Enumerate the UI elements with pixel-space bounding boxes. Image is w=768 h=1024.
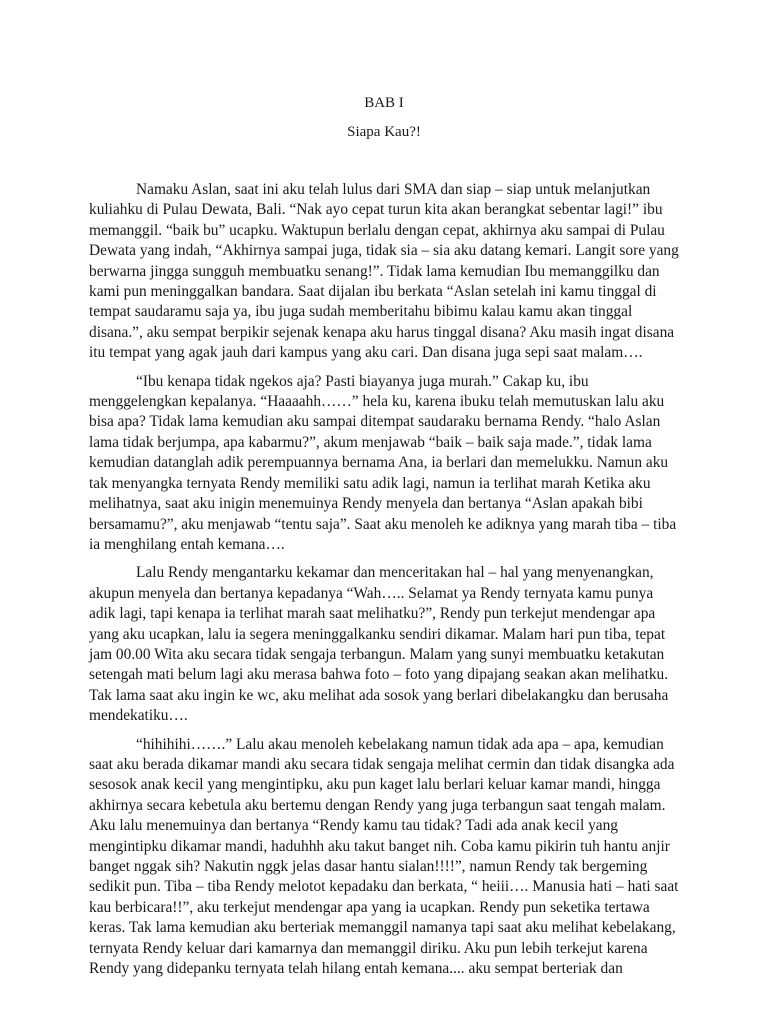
chapter-title: Siapa Kau?! bbox=[347, 124, 421, 140]
paragraph: “Ibu kenapa tidak ngekos aja? Pasti biayanya juga murah.” Cakap ku, ibu menggelengkan kepalanya. “Haaaahh……” hela ku, karena ibuku telah memutuskan lalu aku bisa apa? Tidak lama kemudian aku sampai ditempat saudaraku bernama Rendy. “halo Aslan lama tidak berjumpa, apa kabarmu?”, akum menjawab “baik – baik saja made.”, tidak lama kemudian datanglah adik perempuannya bernama Ana, ia berlari dan memelukku. Namun aku tak menyangka ternyata Rendy memiliki satu adik lagi, namun ia terlihat marah Ketika aku melihatnya, saat aku inigin menemuinya Rendy menyela dan bertanya “Aslan apakah bibi bersamamu?”, aku menjawab “tentu saja”. Saat aku menoleh ke adiknya yang marah tiba – tiba ia menghilang entah kemana…. bbox=[89, 372, 677, 553]
chapter-heading: BAB I bbox=[364, 95, 404, 111]
paragraph: “hihihihi…….” Lalu akau menoleh kebelakang namun tidak ada apa – apa, kemudian saat aku berada dikamar mandi aku secara tidak sengaja melihat cermin dan tidak disangka ada sesosok anak kecil yang mengintipku, aku pun kaget lalu berlari keluar kamar mandi, hingga akhirnya secara kebetula aku bertemu dengan Rendy yang juga terbangun saat tengah malam. Aku lalu menemuinya dan bertanya “Rendy kamu tau tidak? Tadi ada anak kecil yang mengintipku dikamar mandi, haduhhh aku takut banget nih. Coba kamu pikirin tuh hantu anjir banget nggak sih? Nakutin nggk jelas dasar hantu sialan!!!!”, namun Rendy tak bergeming sedikit pun. Tiba – tiba Rendy melotot kepadaku dan berkata, “ heiii…. Manusia hati – hati saat kau berbicara!!”, aku terkejut mendengar apa yang ia ucapkan. Rendy pun seketika tertawa keras. Tak lama kemudian aku berteriak memanggil namanya tapi saat aku melihat kebelakang, ternyata Rendy keluar dari kamarnya dan memanggil diriku. Aku pun lebih terkejut karena Rendy yang didepanku ternyata telah hilang entah kemana.... aku sempat berteriak dan bbox=[89, 735, 679, 978]
paragraph: Namaku Aslan, saat ini aku telah lulus dari SMA dan siap – siap untuk melanjutkan kuliahku di Pulau Dewata, Bali. “Nak ayo cepat turun kita akan berangkat sebentar lagi!” ibu memanggil. “baik bu” ucapku. Waktupun berlalu dengan cepat, akhirnya aku sampai di Pulau Dewata yang indah, “Akhirnya sampai juga, tidak sia – sia aku datang kemari. Langit sore yang berwarna jingga sungguh membuatku senang!”. Tidak lama kemudian Ibu memanggilku dan kami pun meninggalkan bandara. Saat dijalan ibu berkata “Aslan setelah ini kamu tinggal di tempat saudaramu saja ya, ibu juga sudah memberitahu bibimu kalau kamu akan tinggal disana.”, aku sempat berpikir sejenak kenapa aku harus tinggal disana? Aku masih ingat disana itu tempat yang agak jauh dari kampus yang aku cari. Dan disana juga sepi saat malam…. bbox=[89, 181, 679, 362]
paragraph: Lalu Rendy mengantarku kekamar dan menceritakan hal – hal yang menyenangkan, akupun menyela dan bertanya kepadanya “Wah….. Selamat ya Rendy ternyata kamu punya adik lagi, tapi kenapa ia terlihat marah saat melihatku?”, Rendy pun terkejut mendengar apa yang aku ucapkan, lalu ia segera meninggalkanku sendiri dikamar. Malam hari pun tiba, tepat jam 00.00 Wita aku secara tidak sengaja terbangun. Malam yang sunyi membuatku ketakutan setengah mati belum lagi aku merasa bahwa foto – foto yang dipajang seakan akan melihatku. Tak lama saat aku ingin ke wc, aku melihat ada sosok yang berlari dibelakangku dan berusaha mendekatiku…. bbox=[89, 564, 669, 725]
story-body bbox=[89, 180, 683, 987]
